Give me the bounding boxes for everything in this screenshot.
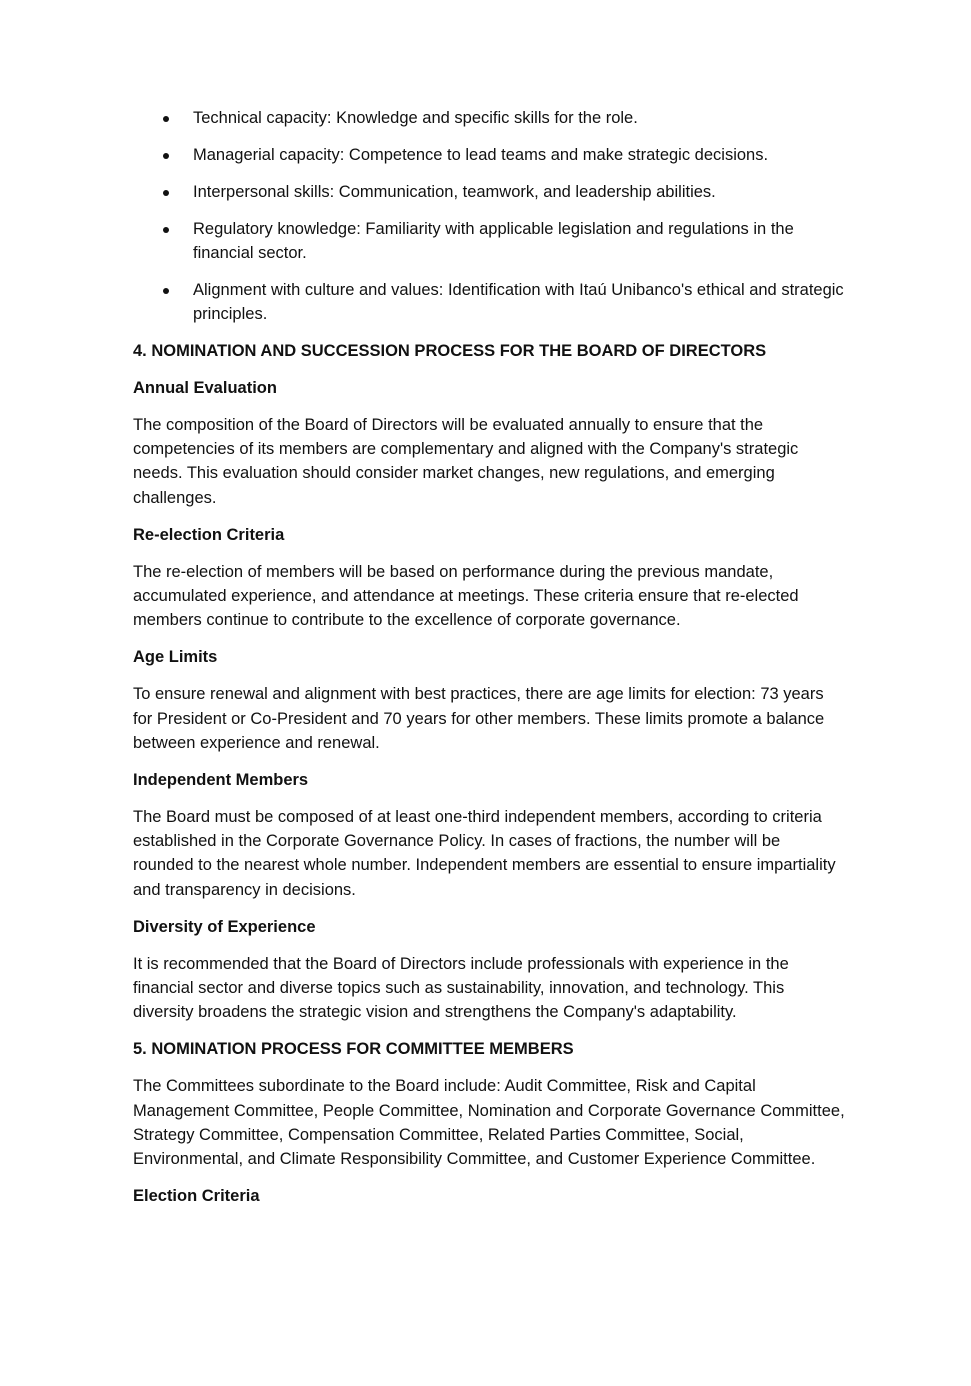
- reelection-criteria-heading: Re-election Criteria: [133, 525, 285, 544]
- list-item: [133, 143, 845, 167]
- list-item: [133, 217, 845, 265]
- list-item: [133, 106, 845, 130]
- list-item-text: Regulatory knowledge: Familiarity with applicable legislation and regulations in the financial sector.: [193, 220, 794, 262]
- section-4-title: 4. NOMINATION AND SUCCESSION PROCESS FOR THE BOARD OF DIRECTORS: [133, 342, 767, 360]
- list-item: [133, 180, 845, 204]
- competency-bullet-list: [133, 106, 845, 326]
- bullet-icon: [163, 116, 169, 122]
- age-limits-heading: Age Limits: [133, 648, 218, 667]
- diversity-of-experience-paragraph: It is recommended that the Board of Directors include professionals with experience in the financial sector and diverse topics such as sustainability, innovation, and technology. This diversity broadens the strategic vision and strengthens the Company's adaptability.: [133, 954, 789, 1022]
- election-criteria-heading: Election Criteria: [133, 1187, 260, 1206]
- annual-evaluation-heading: Annual Evaluation: [133, 379, 277, 397]
- bullet-icon: [163, 227, 169, 233]
- diversity-of-experience-heading: Diversity of Experience: [133, 917, 316, 936]
- independent-members-heading: Independent Members: [133, 771, 309, 790]
- annual-evaluation-paragraph: The composition of the Board of Directors will be evaluated annually to ensure that the competencies of its members are complementary and aligned with the Company's strategic needs. This evaluation should consider market changes, new regulations, and emerging challenges.: [133, 416, 799, 507]
- age-limits-paragraph: To ensure renewal and alignment with best practices, there are age limits for election: 73 years for President or Co-President and 70 years for other members. These limits promote a balance between experience and renewal.: [133, 685, 825, 752]
- independent-members-paragraph: The Board must be composed of at least one-third independent members, according to criteria established in the Corporate Governance Policy. In cases of fractions, the number will be rounded to the nearest whole number. Independent members are essential to ensure impartiality and transparency in decisions.: [133, 808, 836, 899]
- document-page: [133, 106, 845, 1221]
- committees-paragraph: The Committees subordinate to the Board include: Audit Committee, Risk and Capital Management Committee, People Committee, Nomination and Corporate Governance Committee, Strategy Committee, Compensation Committee, Related Parties Committee, Social, Environmental, and Climate Responsibility Committee, and Customer Experience Committee.: [133, 1077, 845, 1169]
- bullet-icon: [163, 190, 169, 196]
- bullet-icon: [163, 153, 169, 159]
- list-item-text: Managerial capacity: Competence to lead teams and make strategic decisions.: [193, 146, 769, 164]
- reelection-criteria-paragraph: The re-election of members will be based on performance during the previous mandate, accumulated experience, and attendance at meetings. These criteria ensure that re-elected members continue to contribute to the excellence of corporate governance.: [133, 562, 799, 630]
- list-item-text: Interpersonal skills: Communication, teamwork, and leadership abilities.: [193, 183, 716, 201]
- list-item-text: Technical capacity: Knowledge and specific skills for the role.: [193, 109, 638, 127]
- bullet-icon: [163, 288, 169, 294]
- section-5-title: 5. NOMINATION PROCESS FOR COMMITTEE MEMBERS: [133, 1040, 574, 1059]
- list-item-text: Alignment with culture and values: Identification with Itaú Unibanco's ethical and strategic principles.: [193, 281, 844, 323]
- list-item: [133, 278, 845, 326]
